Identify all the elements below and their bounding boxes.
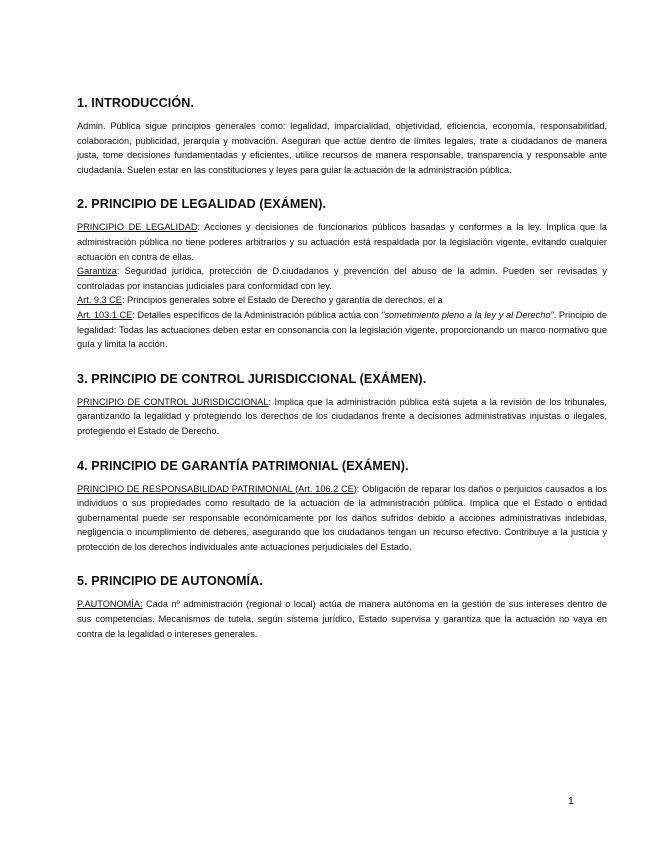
paragraph-text: : Seguridad jurídica, protección de D.ciudadanos y prevención del abuso de la admin. Pueden ser revisadas y controladas por instancias judiciales para conformidad con ley. [77,266,607,291]
section-autonomia [77,574,607,641]
section-introduccion [77,96,607,177]
paragraph-text: : Principios generales sobre el Estado de Derecho y garantía de derechos, el a [121,295,443,306]
section-garantia-patrimonial [77,459,607,555]
paragraph-text: Admin. Pública sigue principios generales como: legalidad, imparcialidad, objetividad, eficiencia, economía, responsabilidad, colaboración, publicidad, jerarquía y motivación. Aseguran que actúe dentro de límites legales, trate a ciudadanos de manera justa, tome decisiones fundamentadas y eficientes, utilice recursos de manera responsable, transparencia y responsable ante ciudadanía. Suelen estar en las constituciones y leyes para guiar la actuación de la administración pública. [77,121,607,175]
term-lead: Garantiza [77,266,117,277]
paragraph-text: : Implica que la administración pública está sujeta a la revisión de los tribunales, garantizando la legalidad y protegiendo los derechos de los ciudadanos frente a decisiones administrativas injustas o ilegales, protegiendo el Estado de Derecho. [77,396,607,436]
paragraph [77,482,607,555]
section-title: 1. INTRODUCCIÓN. [77,96,195,110]
term-lead: PRINCIPIO DE CONTROL JURISDICCIONAL [77,396,269,407]
paragraph [77,119,607,177]
paragraph [77,264,607,293]
term-lead: P.AUTONOMÍA: [77,599,143,610]
document-page [77,96,607,661]
section-title: 3. PRINCIPIO DE CONTROL JURISDICCIONAL (EXÁMEN). [77,371,427,386]
paragraph [77,395,607,439]
section-title: 5. PRINCIPIO DE AUTONOMÍA. [77,574,263,589]
term-lead: PRINCIPIO DE LEGALIDAD [77,222,198,233]
section-legalidad [77,197,607,351]
section-title: 4. PRINCIPIO DE GARANTÍA PATRIMONIAL (EXÁMEN). [77,458,409,473]
paragraph [77,293,607,308]
page-number: 1 [568,795,574,807]
paragraph [77,597,607,641]
section-title: 2. PRINCIPIO DE LEGALIDAD (EXÁMEN). [77,197,327,212]
term-lead: Art. 9.3 CE [77,295,122,306]
paragraph-text: : Acciones y decisiones de funcionarios públicos basadas y conformes a la ley. Implica que la administración pública no tiene poderes arbitrarios y su actuación está respaldada por la legislación vigente, evitando cualquier actuación en contra de ellas. [77,222,608,262]
paragraph [77,308,607,352]
section-control-jurisdiccional [77,372,607,439]
paragraph-text: Cada nº administración (regional o local) actúa de manera autónoma en la gestión de sus intereses dentro de sus competencias. Mecanismos de tutela, según sistema jurídico, Estado supervisa y garantiza que la actuación no vaya en contra de la legalidad o intereses generales. [77,599,607,639]
paragraph-text: . Principio de legalidad: Todas las actuaciones deben estar en consonancia con la legislación vigente, proporcionando un marco normativo que guía y limita la acción. [77,309,607,350]
term-lead: Art. 103.1 CE [77,309,133,320]
paragraph [77,220,607,264]
italic-quote: "sometimiento pleno a la ley y al Derecho" [381,309,554,320]
paragraph-text: : Detalles específicos de la Administración pública actúa con [132,309,382,320]
term-lead: PRINCIPIO DE RESPONSABILIDAD PATRIMONIAL (Art. 106.2 CE) [77,483,357,494]
paragraph-text: : Obligación de reparar los daños o perjuicios causados a los individuos o sus propiedades como resultado de la actuación de la administración pública. Implica que el Estado o entidad gubernamental puede ser responsable económicamente por los daños sufridos debido a acciones administrativas indebidas, negligencia o incumplimiento de deberes, asegurando que los ciudadanos tengan un recurso efectivo. Contribuye a la justicia y protección de los derechos individuales ante actuaciones perjudiciales del Estado. [77,483,607,552]
